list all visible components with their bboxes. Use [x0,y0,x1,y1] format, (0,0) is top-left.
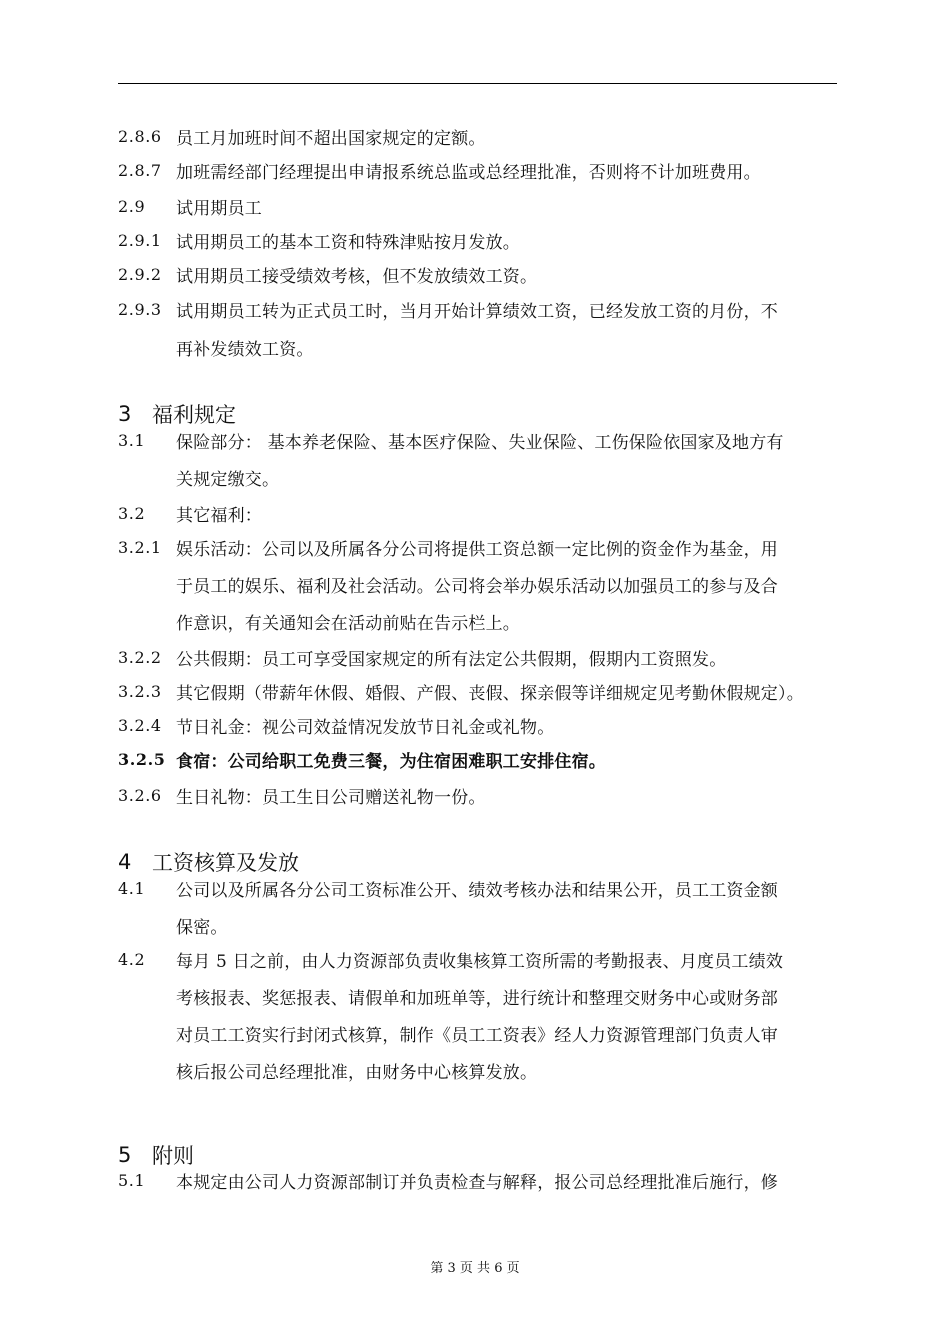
clause-3-2-3 [118,678,804,704]
clause-text: 娱乐活动：公司以及所属各分公司将提供工资总额一定比例的资金作为基金，用 [176,539,778,560]
clause-text: 试用期员工接受绩效考核，但不发放绩效工资。 [176,266,538,287]
clause-text: 试用期员工的基本工资和特殊津贴按月发放。 [176,232,520,253]
clause-continuation: 作意识，有关通知会在活动前贴在告示栏上。 [176,613,520,634]
clause-2-8-7 [118,157,761,183]
section-heading-4 [118,847,299,877]
clause-4-1 [118,875,778,901]
clause-number: 4.2 [118,949,146,969]
clause-number: 2.8.7 [118,160,162,180]
clause-number: 3.2.1 [118,537,162,557]
section-number: 3 [118,402,132,426]
clause-2-9-3 [118,296,778,322]
clause-number: 2.8.6 [118,126,162,146]
clause-text: 其它假期（带薪年休假、婚假、产假、丧假、探亲假等详细规定见考勤休假规定）。 [176,683,804,704]
clause-number: 3.2.3 [118,681,162,701]
header-rule [118,83,837,84]
clause-number: 3.2.6 [118,785,162,805]
clause-continuation: 于员工的娱乐、福利及社会活动。公司将会举办娱乐活动以加强员工的参与及合 [176,576,778,597]
clause-5-1 [118,1167,778,1193]
clause-continuation: 考核报表、奖惩报表、请假单和加班单等，进行统计和整理交财务中心或财务部 [176,988,778,1009]
clause-text: 节日礼金：视公司效益情况发放节日礼金或礼物。 [176,717,555,738]
section-title: 工资核算及发放 [152,851,299,875]
clause-number: 3.2.4 [118,715,162,735]
clause-number: 2.9.2 [118,264,162,284]
clause-text: 生日礼物：员工生日公司赠送礼物一份。 [176,787,486,808]
section-heading-5 [118,1140,194,1170]
section-heading-3 [118,399,236,429]
clause-3-2 [118,500,262,526]
clause-continuation: 关规定缴交。 [176,469,280,490]
clause-3-2-6 [118,782,486,808]
clause-2-8-6 [118,123,486,149]
clause-3-2-4 [118,712,554,738]
page-footer [0,1257,950,1276]
section-number: 4 [118,850,132,874]
clause-number: 3.1 [118,430,146,450]
clause-text: 公司以及所属各分公司工资标准公开、绩效考核办法和结果公开，员工工资金额 [176,880,778,901]
clause-2-9-2 [118,261,537,287]
clause-text: 员工月加班时间不超出国家规定的定额。 [176,128,486,149]
section-number: 5 [118,1143,132,1167]
section-title: 附则 [152,1144,194,1168]
clause-3-2-2 [118,644,726,670]
clause-continuation: 对员工工资实行封闭式核算，制作《员工工资表》经人力资源管理部门负责人审 [176,1025,778,1046]
clause-continuation: 保密。 [176,917,228,938]
clause-number: 4.1 [118,878,146,898]
clause-number: 3.2 [118,503,146,523]
clause-text: 试用期员工 [176,198,262,219]
clause-text: 食宿：公司给职工免费三餐，为住宿困难职工安排住宿。 [176,751,606,772]
page-number-label: 第 3 页 共 6 页 [430,1261,520,1276]
clause-number: 3.2.5 [118,749,166,769]
clause-continuation: 再补发绩效工资。 [176,339,314,360]
section-title: 福利规定 [152,403,236,427]
clause-text: 公共假期：员工可享受国家规定的所有法定公共假期，假期内工资照发。 [176,649,727,670]
clause-text: 加班需经部门经理提出申请报系统总监或总经理批准，否则将不计加班费用。 [176,162,761,183]
clause-number: 2.9 [118,196,146,216]
clause-3-2-5 [118,746,606,772]
clause-number: 2.9.1 [118,230,162,250]
clause-text: 试用期员工转为正式员工时，当月开始计算绩效工资，已经发放工资的月份，不 [176,301,778,322]
clause-3-1 [118,427,784,453]
clause-continuation: 核后报公司总经理批准，由财务中心核算发放。 [176,1062,538,1083]
clause-3-2-1 [118,534,778,560]
clause-number: 5.1 [118,1170,146,1190]
clause-text: 本规定由公司人力资源部制订并负责检查与解释，报公司总经理批准后施行，修 [176,1172,778,1193]
clause-2-9 [118,193,262,219]
clause-number: 3.2.2 [118,647,162,667]
clause-number: 2.9.3 [118,299,162,319]
clause-text: 其它福利： [176,505,262,526]
clause-2-9-1 [118,227,520,253]
clause-text: 保险部分： 基本养老保险、基本医疗保险、失业保险、工伤保险依国家及地方有 [176,432,784,453]
clause-4-2 [118,946,783,972]
clause-text: 每月 5 日之前，由人力资源部负责收集核算工资所需的考勤报表、月度员工绩效 [176,951,784,972]
